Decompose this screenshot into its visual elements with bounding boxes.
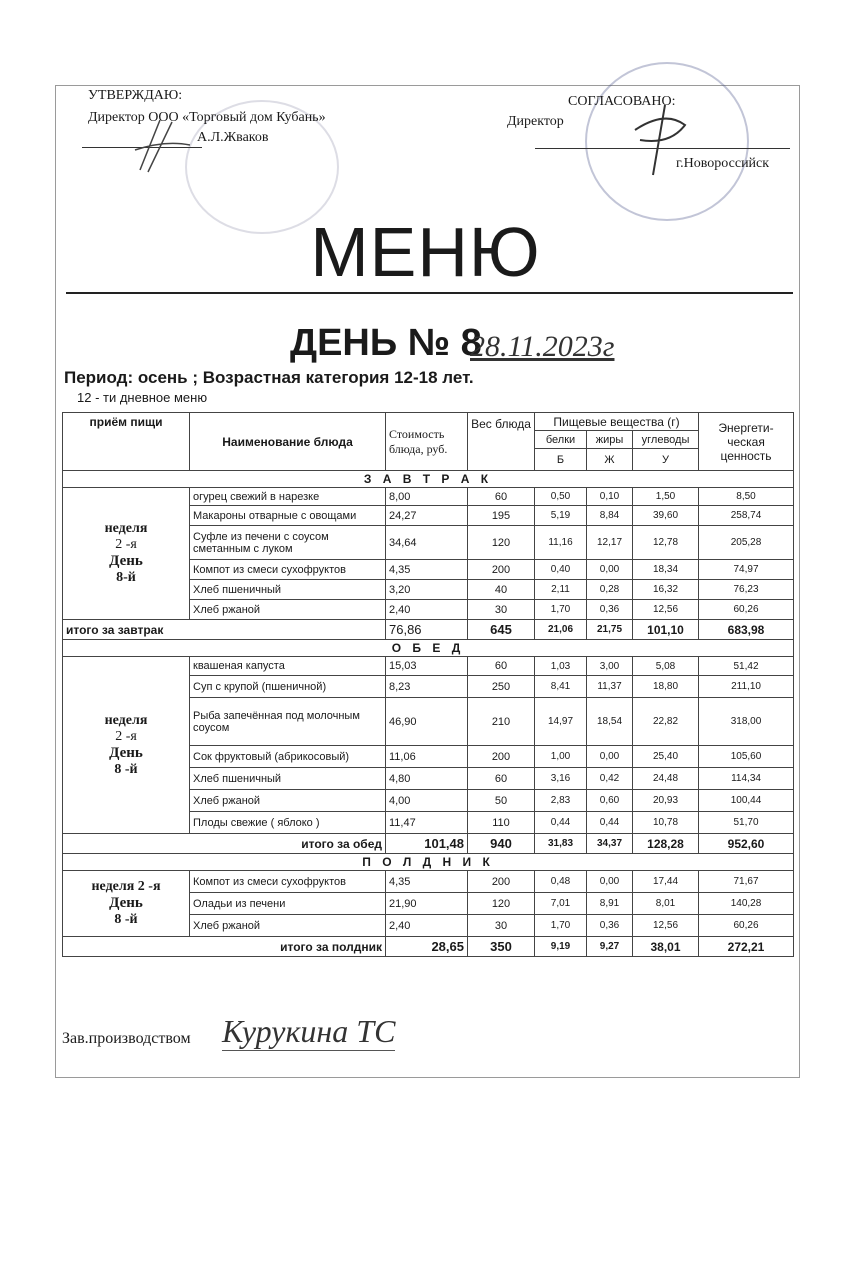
dish-protein: 1,70 — [535, 600, 587, 620]
dish-weight: 120 — [468, 526, 535, 560]
title-rule — [66, 292, 793, 294]
meal-day: День — [109, 553, 143, 569]
dish-weight: 200 — [468, 560, 535, 580]
dish-name: Макароны отварные с овощами — [190, 506, 386, 526]
header-b: Б — [535, 449, 587, 471]
dish-weight: 110 — [468, 812, 535, 834]
total-cost: 101,48 — [386, 834, 468, 854]
dish-weight: 250 — [468, 676, 535, 698]
meal-day-num: 8 -й — [114, 761, 138, 777]
dish-weight: 195 — [468, 506, 535, 526]
header-energy: Энергети-ческая ценность — [699, 413, 794, 471]
dish-protein: 1,00 — [535, 746, 587, 768]
menu-cycle-label: 12 - ти дневное меню — [77, 390, 208, 405]
dish-energy: 205,28 — [699, 526, 794, 560]
day-date: 28.11.2023г — [470, 330, 615, 363]
agreed-title: СОГЛАСОВАНО: — [568, 94, 676, 109]
dish-cost: 11,06 — [386, 746, 468, 768]
total-weight: 350 — [468, 937, 535, 957]
total-carb: 38,01 — [633, 937, 699, 957]
dish-name: Суфле из печени с соусом сметанным с луком — [190, 526, 386, 560]
dish-name: Сок фруктовый (абрикосовый) — [190, 746, 386, 768]
meal-week-num: 2 -я — [115, 537, 137, 552]
dish-carb: 20,93 — [633, 790, 699, 812]
total-weight: 940 — [468, 834, 535, 854]
dish-energy: 76,23 — [699, 580, 794, 600]
dish-protein: 7,01 — [535, 893, 587, 915]
dish-protein: 8,41 — [535, 676, 587, 698]
dish-energy: 258,74 — [699, 506, 794, 526]
total-energy: 683,98 — [699, 620, 794, 640]
dish-cost: 11,47 — [386, 812, 468, 834]
dish-cost: 2,40 — [386, 600, 468, 620]
table-row — [63, 657, 794, 676]
dish-fat: 8,91 — [587, 893, 633, 915]
dish-fat: 0,36 — [587, 600, 633, 620]
dish-carb: 39,60 — [633, 506, 699, 526]
dish-carb: 1,50 — [633, 488, 699, 506]
dish-cost: 4,35 — [386, 560, 468, 580]
meal-day: День — [109, 744, 143, 761]
header-u: У — [633, 449, 699, 471]
dish-energy: 140,28 — [699, 893, 794, 915]
dish-carb: 18,34 — [633, 560, 699, 580]
total-weight: 645 — [468, 620, 535, 640]
dish-cost: 21,90 — [386, 893, 468, 915]
dish-carb: 22,82 — [633, 698, 699, 746]
header-weight: Вес блюда — [468, 413, 535, 471]
header-zh: Ж — [587, 449, 633, 471]
total-row — [63, 620, 794, 640]
dish-carb: 25,40 — [633, 746, 699, 768]
dish-weight: 50 — [468, 790, 535, 812]
dish-protein: 0,48 — [535, 871, 587, 893]
total-label: итого за завтрак — [63, 620, 386, 640]
total-cost: 28,65 — [386, 937, 468, 957]
approve-position: Директор ООО «Торговый дом Кубань» — [88, 110, 326, 125]
dish-cost: 15,03 — [386, 657, 468, 676]
dish-name: Компот из смеси сухофруктов — [190, 871, 386, 893]
agreed-city: г.Новороссийск — [676, 156, 770, 171]
dish-weight: 60 — [468, 768, 535, 790]
dish-energy: 60,26 — [699, 915, 794, 937]
dish-protein: 14,97 — [535, 698, 587, 746]
dish-carb: 8,01 — [633, 893, 699, 915]
dish-carb: 16,32 — [633, 580, 699, 600]
total-energy: 272,21 — [699, 937, 794, 957]
dish-fat: 0,00 — [587, 560, 633, 580]
dish-protein: 3,16 — [535, 768, 587, 790]
dish-name: Хлеб пшеничный — [190, 768, 386, 790]
dish-name: Хлеб ржаной — [190, 915, 386, 937]
dish-name: огурец свежий в нарезке — [190, 488, 386, 506]
dish-cost: 34,64 — [386, 526, 468, 560]
director-signature — [130, 110, 200, 180]
meal-week: неделя 2 -я — [91, 879, 161, 894]
total-carb: 128,28 — [633, 834, 699, 854]
total-row — [63, 937, 794, 957]
dish-fat: 0,36 — [587, 915, 633, 937]
dish-protein: 11,16 — [535, 526, 587, 560]
dish-cost: 8,00 — [386, 488, 468, 506]
dish-energy: 100,44 — [699, 790, 794, 812]
total-carb: 101,10 — [633, 620, 699, 640]
dish-name: квашеная капуста — [190, 657, 386, 676]
total-energy: 952,60 — [699, 834, 794, 854]
dish-protein: 1,70 — [535, 915, 587, 937]
meal-label — [63, 871, 190, 937]
dish-fat: 8,84 — [587, 506, 633, 526]
dish-cost: 2,40 — [386, 915, 468, 937]
dish-energy: 8,50 — [699, 488, 794, 506]
dish-weight: 40 — [468, 580, 535, 600]
dish-energy: 114,34 — [699, 768, 794, 790]
menu-title: МЕНЮ — [310, 213, 541, 291]
dish-energy: 105,60 — [699, 746, 794, 768]
dish-cost: 46,90 — [386, 698, 468, 746]
dish-energy: 74,97 — [699, 560, 794, 580]
dish-fat: 0,28 — [587, 580, 633, 600]
agreed-position: Директор — [507, 114, 564, 129]
total-protein: 21,06 — [535, 620, 587, 640]
total-fat: 21,75 — [587, 620, 633, 640]
dish-protein: 1,03 — [535, 657, 587, 676]
dish-fat: 0,60 — [587, 790, 633, 812]
approve-name: А.Л.Жваков — [197, 130, 269, 145]
header-meal: приём пищи — [63, 413, 190, 471]
total-fat: 34,37 — [587, 834, 633, 854]
dish-name: Компот из смеси сухофруктов — [190, 560, 386, 580]
dish-cost: 4,35 — [386, 871, 468, 893]
dish-carb: 12,78 — [633, 526, 699, 560]
dish-carb: 5,08 — [633, 657, 699, 676]
dish-protein: 2,83 — [535, 790, 587, 812]
period-line: Период: осень ; Возрастная категория 12-18 лет. — [64, 368, 474, 387]
dish-energy: 71,67 — [699, 871, 794, 893]
dish-name: Суп с крупой (пшеничной) — [190, 676, 386, 698]
dish-weight: 200 — [468, 871, 535, 893]
dish-protein: 0,50 — [535, 488, 587, 506]
dish-fat: 18,54 — [587, 698, 633, 746]
meal-week: неделя — [104, 521, 148, 536]
header-cost: Стоимость блюда, руб. — [386, 413, 468, 471]
dish-protein: 0,40 — [535, 560, 587, 580]
day-number: ДЕНЬ № 8 — [290, 322, 482, 364]
dish-name: Хлеб ржаной — [190, 790, 386, 812]
header-protein: белки — [535, 431, 587, 449]
dish-energy: 211,10 — [699, 676, 794, 698]
total-protein: 9,19 — [535, 937, 587, 957]
dish-protein: 5,19 — [535, 506, 587, 526]
meal-day-num: 8-й — [116, 570, 136, 585]
dish-energy: 51,70 — [699, 812, 794, 834]
dish-carb: 12,56 — [633, 915, 699, 937]
total-fat: 9,27 — [587, 937, 633, 957]
dish-cost: 3,20 — [386, 580, 468, 600]
total-row — [63, 834, 794, 854]
meal-week-num: 2 -я — [115, 728, 137, 744]
section-header: З А В Т Р А К — [63, 471, 794, 488]
dish-energy: 51,42 — [699, 657, 794, 676]
total-cost: 76,86 — [386, 620, 468, 640]
dish-carb: 18,80 — [633, 676, 699, 698]
dish-fat: 12,17 — [587, 526, 633, 560]
dish-fat: 3,00 — [587, 657, 633, 676]
dish-cost: 4,00 — [386, 790, 468, 812]
dish-weight: 200 — [468, 746, 535, 768]
menu-table — [62, 412, 794, 957]
dish-name: Рыба запечённая под молочным соусом — [190, 698, 386, 746]
header-nutrients: Пищевые вещества (г) — [535, 413, 699, 431]
dish-weight: 30 — [468, 915, 535, 937]
dish-energy: 318,00 — [699, 698, 794, 746]
header-dish: Наименование блюда — [190, 413, 386, 471]
dish-cost: 24,27 — [386, 506, 468, 526]
header-carb: углеводы — [633, 431, 699, 449]
total-label: итого за обед — [63, 834, 386, 854]
agreed-signature — [625, 100, 695, 180]
production-head-label: Зав.производством — [62, 1030, 191, 1047]
meal-label — [63, 488, 190, 620]
production-head-signature: Курукина ТС — [222, 1013, 396, 1049]
approve-title: УТВЕРЖДАЮ: — [88, 88, 183, 103]
header-fat: жиры — [587, 431, 633, 449]
table-row — [63, 871, 794, 893]
dish-cost: 4,80 — [386, 768, 468, 790]
total-label: итого за полдник — [63, 937, 386, 957]
dish-weight: 30 — [468, 600, 535, 620]
meal-day-num: 8 -й — [114, 912, 138, 927]
dish-weight: 210 — [468, 698, 535, 746]
dish-name: Плоды свежие ( яблоко ) — [190, 812, 386, 834]
dish-name: Хлеб пшеничный — [190, 580, 386, 600]
dish-weight: 120 — [468, 893, 535, 915]
dish-fat: 0,00 — [587, 871, 633, 893]
meal-label — [63, 657, 190, 834]
dish-fat: 11,37 — [587, 676, 633, 698]
dish-protein: 2,11 — [535, 580, 587, 600]
total-protein: 31,83 — [535, 834, 587, 854]
dish-energy: 60,26 — [699, 600, 794, 620]
meal-week: неделя — [104, 712, 148, 728]
dish-fat: 0,44 — [587, 812, 633, 834]
table-row — [63, 488, 794, 506]
dish-name: Хлеб ржаной — [190, 600, 386, 620]
dish-fat: 0,42 — [587, 768, 633, 790]
dish-weight: 60 — [468, 657, 535, 676]
dish-name: Оладьи из печени — [190, 893, 386, 915]
dish-carb: 10,78 — [633, 812, 699, 834]
meal-day: День — [109, 895, 143, 911]
dish-protein: 0,44 — [535, 812, 587, 834]
dish-weight: 60 — [468, 488, 535, 506]
section-header: П О Л Д Н И К — [63, 854, 794, 871]
section-header: О Б Е Д — [63, 640, 794, 657]
dish-fat: 0,00 — [587, 746, 633, 768]
dish-cost: 8,23 — [386, 676, 468, 698]
dish-carb: 24,48 — [633, 768, 699, 790]
dish-carb: 17,44 — [633, 871, 699, 893]
dish-carb: 12,56 — [633, 600, 699, 620]
dish-fat: 0,10 — [587, 488, 633, 506]
